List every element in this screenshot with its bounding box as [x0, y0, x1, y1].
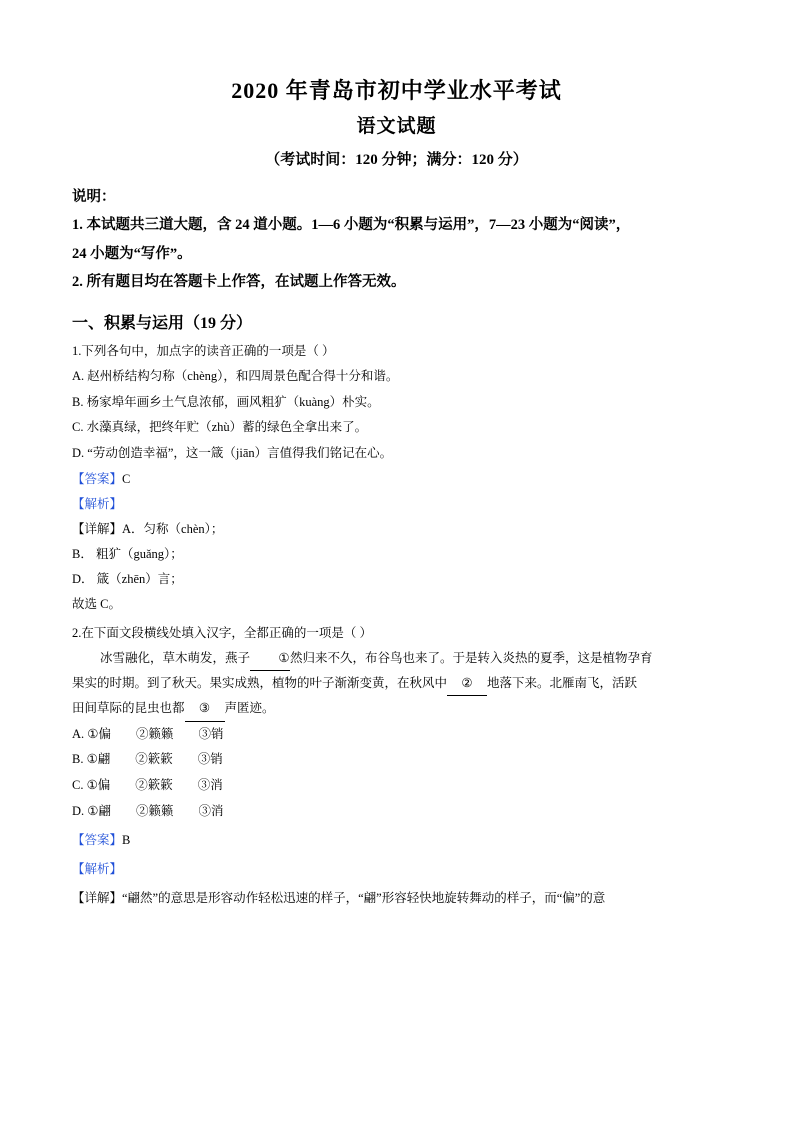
- passage-text-1: 冰雪融化，草木萌发，燕子: [100, 650, 251, 665]
- question-2-option-d: D. ①翩 ②籁籁 ③消: [72, 803, 224, 818]
- question-1-answer: [72, 467, 721, 492]
- answer-value: B: [122, 833, 131, 848]
- passage-blank-3: ③: [185, 696, 225, 721]
- section-heading-1: 一、积累与运用（19 分）: [72, 315, 253, 333]
- question-2-detail-1: 【详解】“翩然”的意思是形容动作轻松迅速的样子，“翩”形容轻快地旋转舞动的样子，而“偏”的意: [72, 891, 606, 906]
- question-1-stem: 1.下列各句中，加点字的读音正确的一项是（ ）: [72, 344, 335, 359]
- question-1-detail-1: 【详解】A．匀称（chèn）；: [72, 521, 224, 536]
- question-2-passage-line-1: [72, 646, 721, 671]
- question-1-detail-4: 故选 C。: [72, 596, 121, 611]
- exam-meta: （考试时间：120 分钟；满分：120 分）: [265, 152, 528, 168]
- question-1-option-c: C. 水藻真绿，把终年贮（zhù）蓄的绿色全拿出来了。: [72, 420, 368, 435]
- question-1-detail-3: D． 箴（zhēn）言；: [72, 571, 183, 586]
- passage-blank-1: ①: [250, 646, 290, 671]
- answer-label: 【答案】: [72, 833, 123, 848]
- question-1-option-a: A. 赵州桥结构匀称（chèng），和四周景色配合得十分和谐。: [72, 369, 399, 384]
- question-2-stem: 2.在下面文段横线处填入汉字，全都正确的一项是（ ）: [72, 625, 373, 640]
- question-2-option-c: C. ①偏 ②簌簌 ③消: [72, 777, 223, 792]
- question-1-option-d: D. “劳动创造幸福”，这一箴（jiān）言值得我们铭记在心。: [72, 445, 393, 460]
- question-1-option-b: B. 杨家埠年画乡土气息浓郁，画风粗犷（kuàng）朴实。: [72, 394, 380, 409]
- question-2-analysis-label: 【解析】: [72, 862, 123, 877]
- passage-text-6: 声匿迹。: [224, 701, 275, 716]
- question-2-passage-line-2: [72, 671, 721, 696]
- question-2-option-a: A. ①偏 ②籁籁 ③销: [72, 726, 224, 741]
- answer-label: 【答案】: [72, 471, 123, 486]
- passage-text-4: 地落下来。北雁南飞，活跃: [487, 675, 638, 690]
- question-2-passage-line-3: [72, 696, 721, 721]
- question-1-analysis-label: 【解析】: [72, 496, 123, 511]
- instruction-line-1: 1. 本试题共三道大题，含 24 道小题。1—6 小题为“积累与运用”，7—23 小题为“阅读”，: [72, 217, 631, 234]
- passage-text-5: 田间草际的昆虫也都: [72, 701, 185, 716]
- page-subtitle: 语文试题: [356, 116, 437, 137]
- instructions-label: 说明：: [72, 189, 116, 205]
- question-2-answer: [72, 828, 721, 853]
- instruction-line-2: 2. 所有题目均在答题卡上作答，在试题上作答无效。: [72, 273, 406, 290]
- question-1-detail-2: B． 粗犷（guǎng）；: [72, 546, 183, 561]
- answer-value: C: [122, 471, 131, 486]
- page-title: 2020 年青岛市初中学业水平考试: [231, 78, 562, 103]
- passage-text-3: 果实的时期。到了秋天。果实成熟，植物的叶子渐渐变黄，在秋风中: [72, 675, 448, 690]
- passage-text-2: 然归来不久，布谷鸟也来了。于是转入炎热的夏季，这是植物孕育: [290, 650, 653, 665]
- passage-blank-2: ②: [447, 671, 487, 696]
- instruction-line-1b: 24 小题为“写作”。: [72, 245, 192, 262]
- question-2-option-b: B. ①翩 ②簌簌 ③销: [72, 752, 223, 767]
